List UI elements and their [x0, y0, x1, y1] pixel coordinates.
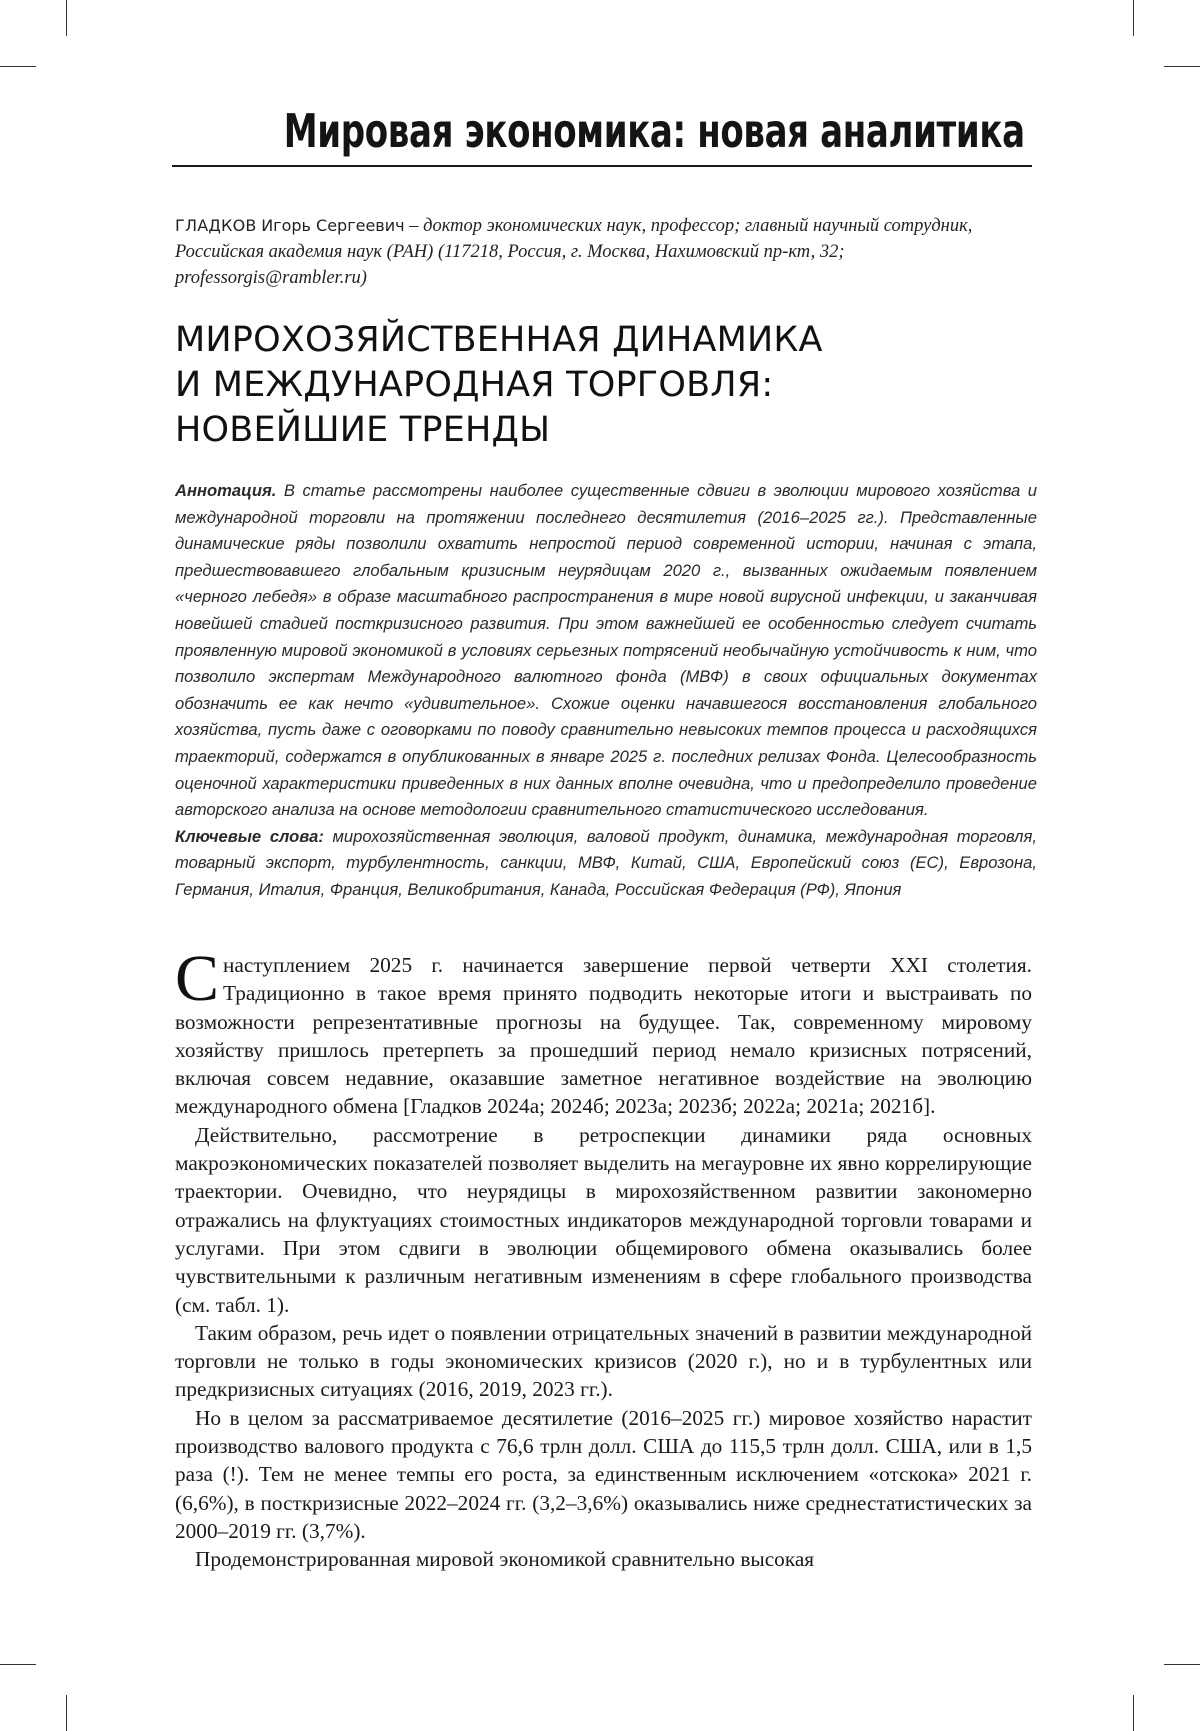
- crop-mark: [1133, 1695, 1134, 1731]
- keywords-text: мирохозяйственная эволюция, валовой продукт, динамика, международная торговля, товарный экспорт, турбулентность, санкции, МВФ, Китай, США, Европейский союз (ЕС), Еврозона, Германия, Италия, Франция, Великобритания, Канада, Российская Федерация (РФ), Япония: [175, 826, 1037, 899]
- crop-mark: [0, 66, 36, 67]
- abstract-text: В статье рассмотрены наиболее существенные сдвиги в эволюции мирового хозяйства и международной торговли на протяжении последнего десятилетия (2016–2025 гг.). Представленные динамические ряды позволили охватить непростой период современной истории, начиная с этапа, предшествовавшего глобальным кризисным неурядицам 2020 г., вызванных ожидаемым появлением «черного лебедя» в образе масштабного распространения в мире новой вирусной инфекции, и заканчивая новейшей стадией посткризисного развития. При этом важнейшей ее особенностью следует считать проявленную мировой экономикой в условиях серьезных потрясений необычайную устойчивость к ним, что позволило экспертам Международного валютного фонда (МВФ) в своих официальных документах обозначить ее как нечто «удивительное». Схожие оценки начавшегося восстановления глобального хозяйства, пусть даже с оговорками по поводу сравнительно невысоких темпов процесса и расходящихся траекторий, содержатся в опубликованных в январе 2025 г. последних релизах Фонда. Целесообразность оценочной характеристики приведенных в них данных вполне очевидна, что и предопределило проведение авторского анализа на основе методологии сравнительного статистического исследования.: [175, 481, 1037, 820]
- crop-mark: [66, 0, 67, 36]
- abstract-label: Аннотация.: [175, 481, 277, 500]
- paragraph: Таким образом, речь идет о появлении отрицательных значений в развитии международной торговли не только в годы экономических кризисов (2020 г.), но и в турбулентных или предкризисных ситуациях (2016, 2019, 2023 гг.).: [175, 1320, 1032, 1402]
- header-rule: [172, 165, 1032, 167]
- paragraph: [175, 942, 1032, 1121]
- drop-cap: С: [175, 942, 220, 1015]
- author-description: – доктор экономических наук, профессор; главный научный сотрудник, Российская академия наук (РАН) (117218, Россия, г. Москва, Нахимовский пр-кт, 32; professorgis@rambler.ru): [175, 216, 973, 288]
- author-surname: ГЛАДКОВ: [175, 216, 257, 235]
- abstract-block: [175, 478, 1037, 904]
- article-title: [175, 318, 1035, 453]
- paragraph: Но в целом за рассматриваемое десятилетие (2016–2025 гг.) мировое хозяйство нарастит производство валового продукта с 76,6 трлн долл. США до 115,5 трлн долл. США, или в 1,5 раза (!). Тем не менее темпы его роста, за единственным исключением «отскока» 2021 г. (6,6%), в посткризисные 2022–2024 гг. (3,2–3,6%) оказывались ниже среднестатистических за 2000–2019 гг. (3,7%).: [175, 1405, 1032, 1543]
- crop-mark: [1164, 66, 1200, 67]
- keywords-label: Ключевые слова:: [175, 826, 324, 846]
- crop-mark: [66, 1695, 67, 1731]
- crop-mark: [1133, 0, 1134, 36]
- body-text: [175, 942, 1032, 1574]
- author-given-names: Игорь Сергеевич: [261, 216, 405, 235]
- paragraph-text: наступлением 2025 г. начинается завершение первой четверти XXI столетия. Традиционно в такое время принято подводить некоторые итоги и выстраивать по возможности репрезентативные прогнозы на будущее. Так, современному мировому хозяйству пришлось претерпеть за прошедший период немало кризисных потрясений, включая совсем недавние, оказавшие заметное негативное воздействие на эволюцию международного обмена [Гладков 2024а; 2024б; 2023а; 2023б; 2022а; 2021а; 2021б].: [175, 953, 1032, 1119]
- paragraph: Продемонстрированная мировой экономикой сравнительно высокая: [195, 1547, 815, 1572]
- title-line: НОВЕЙШИЕ ТРЕНДЫ: [175, 410, 551, 450]
- author-info: [175, 213, 1035, 291]
- abstract: [175, 478, 1037, 824]
- crop-mark: [0, 1664, 36, 1665]
- paragraph: Действительно, рассмотрение в ретроспекции динамики ряда основных макроэкономических показателей позволяет выделить на мегауровне их явно коррелирующие траектории. Очевидно, что неурядицы в мирохозяйственном развитии закономерно отражались на флуктуациях стоимостных индикаторов международной торговли товарами и услугами. При этом сдвиги в эволюции общемирового обмена оказывались более чувствительными к различным негативным изменениям в сфере глобального производства (см. табл. 1).: [175, 1122, 1032, 1317]
- title-line: И МЕЖДУНАРОДНАЯ ТОРГОВЛЯ:: [175, 365, 774, 405]
- crop-mark: [1164, 1664, 1200, 1665]
- running-head: Мировая экономика: новая аналитика: [283, 104, 1025, 158]
- keywords: [175, 824, 1037, 904]
- title-line: МИРОХОЗЯЙСТВЕННАЯ ДИНАМИКА: [175, 320, 823, 360]
